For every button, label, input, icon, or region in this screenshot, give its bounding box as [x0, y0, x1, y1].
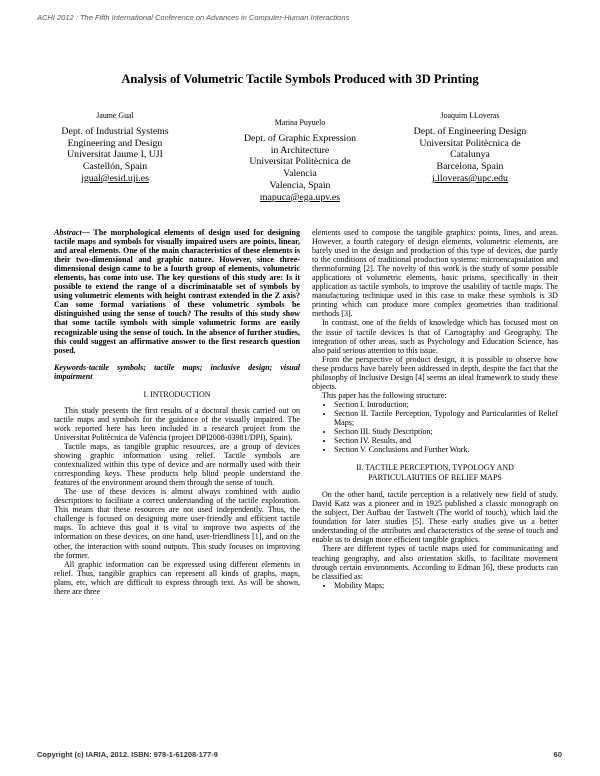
author-affiliation: Universitat Politècnica de: [249, 156, 351, 168]
section-heading-tactile-perception: [312, 463, 558, 483]
author-affiliation: Universitat Politècnica de: [419, 137, 521, 149]
section-heading-introduction: I. INTRODUCTION: [143, 389, 211, 399]
section-heading-line: II. TACTILE PERCEPTION, TYPOLOGY AND: [356, 463, 514, 473]
paragraph: elements used to compose the tangible graphics: points, lines, and areas. However, a fourth category of design elements, volumetric elements, are barely used in the design and production of this type of devices, due partly to the conditions of traditional production systems: microencapsulation and thermoforming [2]. The novelty of this work is the study of some possible applications of volumetric elements, basic prisms, specifically in their application as tactile symbols, to improve the usability of tactile maps. The manufacturing technique used in this case to make these symbols is 3D printing which can produce more complex geometries than traditional methods [3].: [312, 228, 558, 319]
paragraph: From the perspective of product design, it is possible to observe how these products have barely been addressed in depth, despite the fact that the philosophy of Inclusive Design [4] seems an ideal framework to study these objects.: [312, 354, 558, 391]
author-name: Joaquim LLoveras: [440, 111, 500, 120]
list-item: • Section III. Study Description;: [334, 427, 558, 436]
author-affiliation: Dept. of Graphic Expression: [243, 133, 357, 144]
paper-title: Analysis of Volumetric Tactile Symbols Produced with 3D Printing: [121, 72, 479, 86]
author-block-1: [40, 111, 190, 185]
right-column: [312, 228, 558, 590]
author-email[interactable]: jgual@esid.uji.es: [81, 172, 149, 184]
author-block-3: [385, 111, 555, 185]
author-affiliation: Dept. of Industrial Systems: [61, 126, 169, 137]
author-name: Marina Puyuelo: [274, 118, 326, 127]
paragraph: There are different types of tactile maps used for communicating and teaching geography, and also orientation skills, to facilitate movement through certain environments. According to Edman [6], these products can be classified as:: [312, 544, 558, 581]
page-number: 60: [553, 750, 562, 759]
abstract-label: Abstract: [54, 228, 82, 237]
author-affiliation: Dept. of Engineering Design: [413, 126, 527, 137]
list-item: • Section I. Introduction;: [334, 400, 558, 409]
author-affiliation: in Architecture: [270, 144, 330, 156]
author-affiliation: Engineering and Design: [67, 137, 163, 149]
paragraph: This paper has the following structure:: [322, 390, 447, 400]
list-item: • Section V. Conclusions and Further Work.: [334, 445, 558, 454]
author-affiliation: Castellón, Spain: [82, 161, 148, 173]
paragraph: Tactile maps, as tangible graphic resources, are a group of devices showing graphic information using relief. Tactile symbols are contextualized within this type of device and are normally used with their corresponding keys. These products help blind people understand the features of the environment around them through the sense of touch.: [54, 441, 300, 488]
author-email[interactable]: j.lloveras@upc.edu: [432, 172, 508, 184]
author-affiliation: Valencia, Spain: [269, 179, 331, 191]
conference-header: ACHI 2012 : The Fifth International Conference on Advances in Computer-Human Interactions: [37, 13, 350, 22]
paragraph: On the other hand, tactile perception is a relatively new field of study. David Katz was a pioneer and in 1925 published a classic monograph on the subject, Der Aufbau der Tastwelt (The world of touch), which laid the foundation for later studies [5]. These early studies give us a better understanding of the attributes and characteristics of the sense of touch and enable us to design more efficient tangible graphics.: [312, 490, 558, 545]
footer-copyright: Copyright (c) IARIA, 2012. ISBN: 978-1-61208-177-9: [37, 750, 218, 759]
author-affiliation: Barcelona, Spain: [436, 161, 504, 173]
author-affiliation: Catalunya: [450, 149, 490, 161]
structure-list: [312, 400, 558, 454]
map-type-list: [312, 581, 558, 590]
author-name: Jaume Gual: [96, 111, 134, 120]
section-heading-line: PARTICULARITIES OF RELIEF MAPS: [368, 473, 502, 483]
abstract: [54, 228, 300, 355]
paragraph: All graphic information can be expressed using different elements in relief. Thus, tangible graphics can represent all kinds of graphs, maps, plans, etc, which are difficult to express through text. As will be shown, there are three: [54, 559, 300, 596]
author-affiliation: Universitat Jaume I, UJI: [67, 149, 163, 161]
abstract-text: — The morphological elements of design used for designing tactile maps and symbols for visually impaired users are points, linear, and areal elements. One of the main characteristics of these elements is their two-dimensional and graphic nature. However, since three-dimensional design came to be a fourth group of elements, volumetric elements, has come into use. The key questions of this study are: Is it possible to extend the range of a discriminatable set of symbols by using volumetric elements with height contrast extended in the Z axis? Can some formal variations of these volumetric symbols be distinguished using the sense of touch? The results of this study show that some tactile symbols with simple volumetric forms are easily recognizable using the sense of touch. In the absence of further studies, this could suggest an affirmative answer to the first research question posed.: [54, 228, 300, 355]
list-item: • Section II. Tactile Perception, Typology and Particularities of Relief Maps;: [334, 409, 558, 427]
paragraph: This study presents the first results of a doctoral thesis carried out on tactile maps and symbols for the guidance of the visually impaired. The work reported here has been included in a research project from the Universitat Politècnica de València (project DPI2008-03981/DPI), Spain).: [54, 405, 300, 442]
author-email[interactable]: mapuca@ega.upv.es: [259, 191, 341, 203]
keywords: Keywords-tactile symbols; tactile maps; inclusive design; visual impairment: [54, 362, 300, 381]
list-item: • Section IV. Results, and: [334, 436, 558, 445]
paragraph: In contrast, one of the fields of knowledge which has focused most on the issue of tactile devices is that of Cartography and Geography. The integration of other areas, such as Psychology and Education Science, has also paid serious attention to this issue.: [312, 318, 558, 355]
author-affiliation: Valencia: [283, 168, 317, 180]
author-block-2: [220, 118, 380, 203]
list-item: • Mobility Maps;: [334, 581, 558, 590]
paragraph: The use of these devices is almost always combined with audio descriptions to facilitate a correct understanding of the tactile exploration. This means that these resources are not used independently. Thus, the challenge is focused on designing more user-friendly and efficient tactile maps. To achieve this goal it is vital to improve two aspects of the information on these devices, on one hand, user-friendliness [1], and on the other, the interaction with sound outputs. This study focuses on improving the former.: [54, 487, 300, 560]
left-column: [54, 228, 300, 596]
